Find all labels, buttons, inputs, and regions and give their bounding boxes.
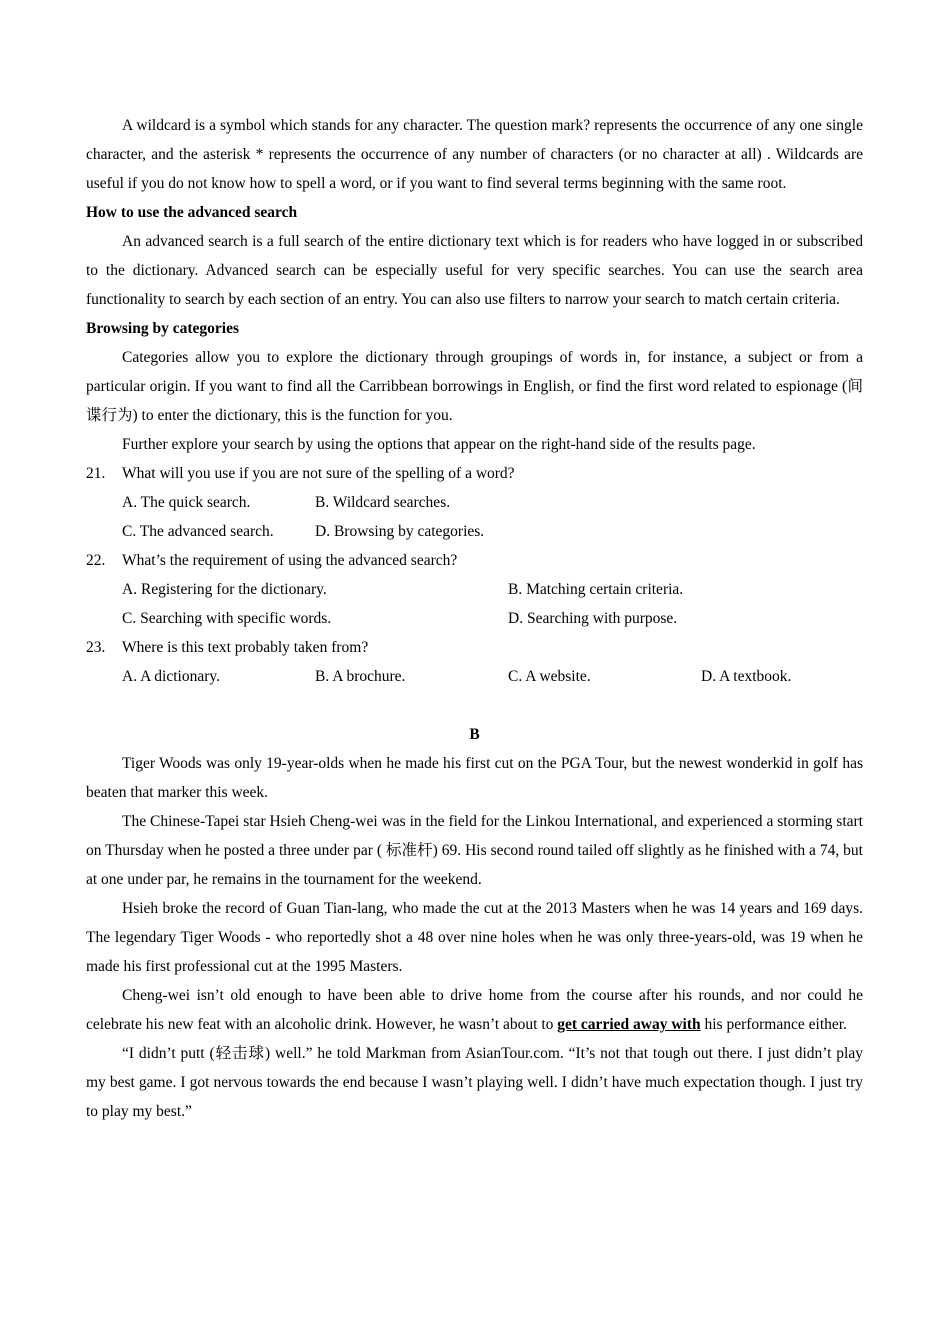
question-text: What will you use if you are not sure of the spelling of a word? (122, 465, 515, 482)
question-22 (86, 546, 863, 575)
question-22-options-row2 (86, 604, 863, 633)
advanced-search-paragraph: An advanced search is a full search of the entire dictionary text which is for readers who have logged in or subscribed to the dictionary. Advanced search can be especially useful for very specific searches. You can use the search area functionality to search by each section of an entry. You can also use filters to narrow your search to match certain criteria. (86, 233, 863, 308)
option-d: D. Searching with purpose. (508, 610, 678, 627)
passage-b-paragraph-3: Hsieh broke the record of Guan Tian-lang, who made the cut at the 2013 Masters when he was 14 years and 169 days. The legendary Tiger Woods - who reportedly shot a 48 over nine holes when he was only three-years-old, was 19 when he made his first professional cut at the 1995 Masters. (86, 900, 863, 975)
browsing-paragraph: Categories allow you to explore the dictionary through groupings of words in, for instance, a subject or from a particular origin. If you want to find all the Carribbean borrowings in English, or find the first word related to espionage (间谍行为) to enter the dictionary, this is the function for you. (86, 349, 863, 424)
passage-b-paragraph-2: The Chinese-Tapei star Hsieh Cheng-wei was in the field for the Linkou International, and experienced a storming start on Thursday when he posted a three under par ( 标准杆) 69. His second round tailed off slightly as he finished with a 74, but at one under par, he remains in the tournament for the weekend. (86, 813, 863, 888)
further-paragraph: Further explore your search by using the options that appear on the right-hand side of the results page. (122, 436, 756, 453)
question-23 (86, 633, 863, 662)
passage-b-paragraph-4 (86, 981, 863, 1039)
option-b: B. A brochure. (315, 668, 406, 685)
wildcard-paragraph: A wildcard is a symbol which stands for any character. The question mark? represents the occurrence of any one single character, and the asterisk * represents the occurrence of any number of characters (or no character at all) . Wildcards are useful if you do not know how to spell a word, or if you want to find several terms beginning with the same root. (86, 117, 863, 192)
question-21-options-row2 (86, 517, 863, 546)
p4-text-after: his performance either. (700, 1016, 847, 1033)
question-22-options-row1 (86, 575, 863, 604)
question-number: 21. (86, 465, 106, 482)
option-b: B. Matching certain criteria. (508, 581, 684, 598)
browsing-heading: Browsing by categories (86, 320, 239, 337)
section-spacer (86, 691, 863, 720)
advanced-search-heading: How to use the advanced search (86, 204, 298, 221)
passage-b-paragraph-1: Tiger Woods was only 19-year-olds when he made his first cut on the PGA Tour, but the newest wonderkid in golf has beaten that marker this week. (86, 755, 863, 801)
option-a: A. Registering for the dictionary. (122, 581, 327, 598)
document-page (86, 111, 863, 1126)
underlined-phrase: get carried away with (557, 1016, 701, 1033)
option-b: B. Wildcard searches. (315, 494, 451, 511)
option-d: D. A textbook. (701, 668, 792, 685)
option-c: C. A website. (508, 668, 591, 685)
question-21 (86, 459, 863, 488)
passage-b-paragraph-5: “I didn’t putt (轻击球) well.” he told Markman from AsianTour.com. “It’s not that tough out there. I just didn’t play my best game. I got nervous towards the end because I wasn’t playing well. I didn’t have much expectation though. I just try to play my best.” (86, 1045, 863, 1120)
option-a: A. The quick search. (122, 494, 251, 511)
option-c: C. The advanced search. (122, 523, 274, 540)
option-c: C. Searching with specific words. (122, 610, 332, 627)
question-text: What’s the requirement of using the advanced search? (122, 552, 458, 569)
question-text: Where is this text probably taken from? (122, 639, 369, 656)
question-23-options (86, 662, 863, 691)
option-a: A. A dictionary. (122, 668, 221, 685)
p4-text-before: Cheng-wei isn’t old enough to have been able to drive home from the course after his rounds, and nor could he celebrate his new feat with an alcoholic drink. However, he wasn’t about to (86, 987, 863, 1033)
question-21-options-row1 (86, 488, 863, 517)
section-b-title: B (469, 726, 480, 743)
option-d: D. Browsing by categories. (315, 523, 485, 540)
question-number: 22. (86, 552, 106, 569)
question-number: 23. (86, 639, 106, 656)
